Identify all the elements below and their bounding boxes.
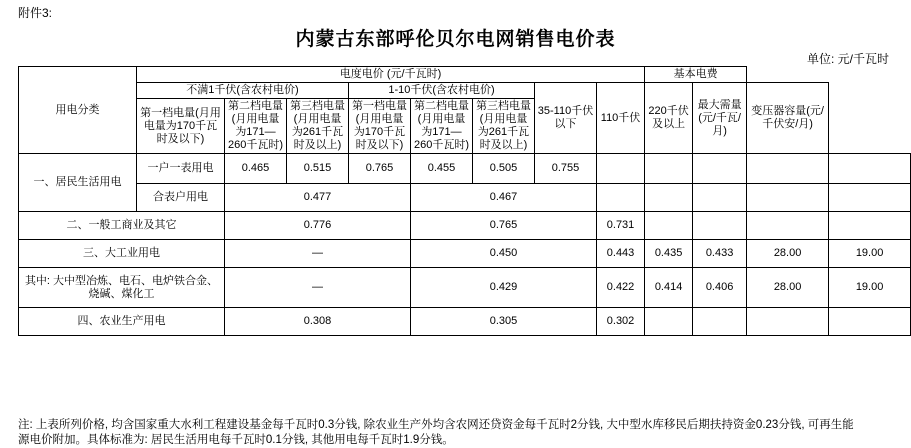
cell-comm-kv110	[645, 212, 693, 240]
cell-smelt-kv35: 0.422	[597, 268, 645, 308]
header-basic-group: 基本电费	[645, 67, 747, 83]
page-title: 内蒙古东部呼伦贝尔电网销售电价表	[295, 29, 616, 50]
cell-agri-u1: 0.308	[225, 308, 411, 336]
cell-res-kv220	[693, 154, 747, 184]
cell-res-kv110	[645, 154, 693, 184]
footnote-line-2: 源电价附加。具体标准为: 居民生活用电每千瓦时0.1分钱, 其他用电每千瓦时1.9分钱。	[18, 434, 454, 446]
cell-comm-kv35: 0.731	[597, 212, 645, 240]
cell-smelt-kv220: 0.406	[693, 268, 747, 308]
row-sub-one-meter: 一户一表用电	[137, 154, 225, 184]
cell-ind-max-demand: 28.00	[747, 240, 829, 268]
table-row	[19, 240, 911, 268]
table-row	[19, 268, 911, 308]
header-under-1kv: 不满1千伏(含农村电价)	[137, 83, 349, 99]
cell-shared-u1: 0.477	[225, 184, 411, 212]
cell-smelt-k1: 0.429	[411, 268, 597, 308]
table-row	[19, 184, 911, 212]
cell-smelt-u1: —	[225, 268, 411, 308]
cell-ind-kv220: 0.433	[693, 240, 747, 268]
row-category-smelting: 其中: 大中型冶炼、电石、电炉铁合金、烧碱、煤化工	[19, 268, 225, 308]
header-tier3-under1kv: 第三档电量(月用电量为261千瓦时及以上)	[287, 99, 349, 154]
cell-comm-k1: 0.765	[411, 212, 597, 240]
cell-smelt-kv110: 0.414	[645, 268, 693, 308]
header-tier2-1-10kv: 第二档电量(月用电量为171—260千瓦时)	[411, 99, 473, 154]
header-max-demand: 最大需量(元/千瓦/月)	[693, 83, 747, 154]
row-category-large-industry: 三、大工业用电	[19, 240, 225, 268]
cell-comm-transformer	[829, 212, 911, 240]
cell-res-kv35	[597, 154, 645, 184]
cell-res-max-demand	[747, 154, 829, 184]
cell-agri-k1: 0.305	[411, 308, 597, 336]
row-sub-shared-meter: 合表户用电	[137, 184, 225, 212]
table-row	[19, 308, 911, 336]
table-row	[19, 212, 911, 240]
header-110kv: 110千伏	[597, 83, 645, 154]
header-tier2-under1kv: 第二档电量(月用电量为171—260千瓦时)	[225, 99, 287, 154]
cell-ind-k1: 0.450	[411, 240, 597, 268]
header-1-10kv: 1-10千伏(含农村电价)	[349, 83, 535, 99]
cell-shared-kv110	[645, 184, 693, 212]
cell-agri-transformer	[829, 308, 911, 336]
cell-ind-u1: —	[225, 240, 411, 268]
cell-shared-transformer	[829, 184, 911, 212]
header-220kv: 220千伏及以上	[645, 83, 693, 154]
header-tier3-1-10kv: 第三档电量(月用电量为261千瓦时及以上)	[473, 99, 535, 154]
cell-res-transformer	[829, 154, 911, 184]
footnote-line-1: 注: 上表所列价格, 均含国家重大水利工程建设基金每千瓦时0.3分钱, 除农业生产外均含农网还贷资金每千瓦时2分钱, 大中型水库移民后期扶持资金0.23分钱, 可再生能	[18, 419, 854, 431]
cell-res-k1-t1: 0.455	[411, 154, 473, 184]
cell-agri-kv220	[693, 308, 747, 336]
attachment-label: 附件3:	[18, 6, 53, 20]
cell-comm-max-demand	[747, 212, 829, 240]
cell-ind-kv35: 0.443	[597, 240, 645, 268]
row-category-agriculture: 四、农业生产用电	[19, 308, 225, 336]
header-tier1-under1kv: 第一档电量(月用电量为170千瓦时及以下)	[137, 99, 225, 154]
cell-res-u1-t2: 0.515	[287, 154, 349, 184]
header-transformer-capacity: 变压器容量(元/千伏安/月)	[747, 83, 829, 154]
row-category-commercial: 二、一般工商业及其它	[19, 212, 225, 240]
cell-shared-k1: 0.467	[411, 184, 597, 212]
header-energy-group: 电度电价 (元/千瓦时)	[137, 67, 645, 83]
cell-res-k1-t2: 0.505	[473, 154, 535, 184]
cell-smelt-transformer: 19.00	[829, 268, 911, 308]
cell-shared-kv35	[597, 184, 645, 212]
cell-smelt-max-demand: 28.00	[747, 268, 829, 308]
table-header-row-2	[19, 83, 911, 99]
cell-shared-max-demand	[747, 184, 829, 212]
header-tier1-1-10kv: 第一档电量(月用电量为170千瓦时及以下)	[349, 99, 411, 154]
header-35-110kv: 35-110千伏以下	[535, 83, 597, 154]
cell-agri-kv110	[645, 308, 693, 336]
table-row	[19, 154, 911, 184]
cell-shared-kv220	[693, 184, 747, 212]
cell-res-u1-t3: 0.765	[349, 154, 411, 184]
header-category: 用电分类	[19, 67, 137, 154]
footnote	[18, 418, 898, 448]
cell-res-k1-t3: 0.755	[535, 154, 597, 184]
table-header-row-1	[19, 67, 911, 83]
row-category-residential: 一、居民生活用电	[19, 154, 137, 212]
cell-res-u1-t1: 0.465	[225, 154, 287, 184]
unit-note: 单位: 元/千瓦时	[806, 52, 889, 66]
cell-comm-u1: 0.776	[225, 212, 411, 240]
electricity-price-table	[18, 66, 911, 336]
cell-agri-max-demand	[747, 308, 829, 336]
cell-ind-kv110: 0.435	[645, 240, 693, 268]
cell-agri-kv35: 0.302	[597, 308, 645, 336]
cell-ind-transformer: 19.00	[829, 240, 911, 268]
cell-comm-kv220	[693, 212, 747, 240]
